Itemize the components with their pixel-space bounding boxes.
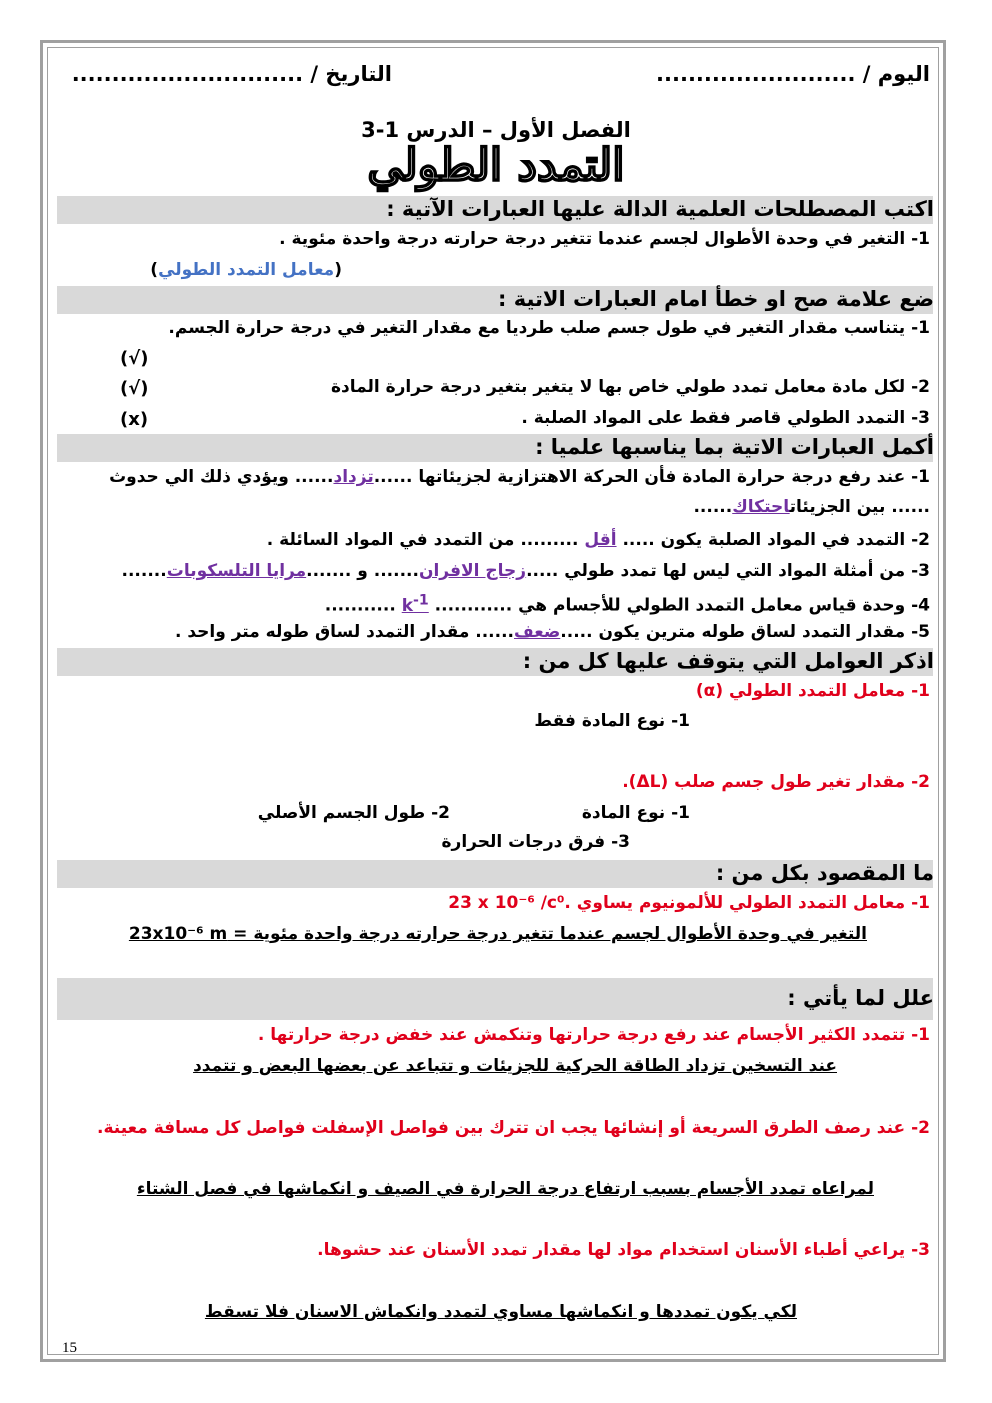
tf-mark-3: (x) bbox=[120, 409, 149, 430]
page-number: 15 bbox=[62, 1340, 77, 1356]
factors-answer-2-2: 2- طول الجسم الأصلي bbox=[257, 803, 450, 823]
day-field: اليوم / ......................... bbox=[656, 62, 930, 86]
explain-answer-3: لكي يكون تمددها و انكماشها مساوي لتمدد وانكماش الاسنان فلا تسقط bbox=[204, 1302, 797, 1322]
explain-question-3: 3- يراعي أطباء الأسنان استخدام مواد لها مقدار تمدد الأسنان عند حشوها. bbox=[317, 1240, 930, 1260]
lesson-label: الفصل الأول – الدرس 1-3 bbox=[361, 118, 631, 142]
complete-line-3: 3- من أمثلة المواد التي ليس لها تمدد طولي .....زجاج الافران....... و .......مرايا التلسكوبات....... bbox=[121, 561, 930, 581]
tf-item-3: 3- التمدد الطولي قاصر فقط على المواد الصلبة . bbox=[521, 408, 930, 428]
tf-item-2: 2- لكل مادة معامل تمدد طولي خاص بها لا يتغير بتغير درجة حرارة المادة bbox=[330, 377, 930, 397]
meaning-answer-1: التغير في وحدة الأطوال لجسم عندما تتغير درجة حرارته درجة واحدة مئوية = 23x10⁻⁶ m bbox=[128, 924, 867, 944]
date-field: التاريخ / ............................. bbox=[71, 62, 392, 86]
complete-line-1-cont: ...... بين الجزيئاتاحتكاك...... bbox=[693, 497, 930, 517]
section-heading-complete: أكمل العبارات الاتية بما يناسبها علميا : bbox=[535, 435, 934, 459]
explain-answer-1: عند التسخين تزداد الطاقة الحركية للجزيئات و تتباعد عن بعضها البعض و تتمدد bbox=[193, 1056, 837, 1076]
factors-answer-1: 1- نوع المادة فقط bbox=[534, 711, 690, 731]
explain-question-1: 1- تتمدد الكثير الأجسام عند رفع درجة حرارتها وتنكمش عند خفض درجة حرارتها . bbox=[257, 1025, 930, 1045]
section-heading-terms: اكتب المصطلحات العلمية الدالة عليها العبارات الآتية : bbox=[386, 197, 934, 221]
tf-item-1: 1- يتناسب مقدار التغير في طول جسم صلب طرديا مع مقدار التغير في درجة حرارة الجسم. bbox=[168, 318, 930, 338]
section-heading-explain: علل لما يأتي : bbox=[787, 986, 934, 1010]
factors-answer-2-1: 1- نوع المادة bbox=[581, 803, 690, 823]
factors-question-2: 2- مقدار تغير طول جسم صلب (ΔL). bbox=[622, 772, 930, 792]
tf-mark-2: (√) bbox=[120, 378, 149, 399]
terms-question-1: 1- التغير في وحدة الأطوال لجسم عندما تتغير درجة حرارته درجة واحدة مئوية . bbox=[279, 229, 930, 249]
complete-line-4: 4- وحدة قياس معامل التمدد الطولي للأجسام هي ............ $k^{-1}$ ........... bbox=[324, 592, 930, 616]
section-heading-meaning: ما المقصود بكل من : bbox=[715, 861, 934, 885]
meaning-question-1: 1- معامل التمدد الطولي للألمونيوم يساوي 23 x 10⁻⁶ /c⁰. bbox=[448, 893, 930, 913]
complete-line-2: 2- التمدد في المواد الصلبة يكون ..... أقل ......... من التمدد في المواد السائلة . bbox=[266, 530, 930, 550]
page-title: التمدد الطولي bbox=[367, 140, 625, 191]
terms-answer-1: (معامل التمدد الطولي) bbox=[150, 260, 342, 280]
tf-mark-1: (√) bbox=[120, 348, 149, 369]
explain-question-2: 2- عند رصف الطرق السريعة أو إنشائها يجب ان تترك بين فواصل الإسفلت فواصل كل مسافة معينة. bbox=[97, 1118, 930, 1138]
complete-line-5: 5- مقدار التمدد لساق طوله مترين يكون .....ضعف...... مقدار التمدد لساق طوله متر واحد . bbox=[174, 622, 930, 642]
section-heading-factors: اذكر العوامل التي يتوقف عليها كل من : bbox=[522, 649, 934, 673]
complete-line-1: 1- عند رفع درجة حرارة المادة فأن الحركة الاهتزازية لجزيئاتها ......تزداد...... ويؤدي ذلك الي حدوث bbox=[109, 467, 930, 487]
explain-answer-2: لمراعاه تمدد الأجسام بسبب ارتفاع درجة الحرارة في الصيف و انكماشها في فصل الشتاء bbox=[136, 1179, 874, 1199]
section-heading-true-false: ضع علامة صح او خطأ امام العبارات الاتية : bbox=[498, 287, 934, 311]
factors-answer-2-3: 3- فرق درجات الحرارة bbox=[441, 832, 630, 852]
factors-question-1: 1- معامل التمدد الطولي (α) bbox=[695, 681, 930, 701]
